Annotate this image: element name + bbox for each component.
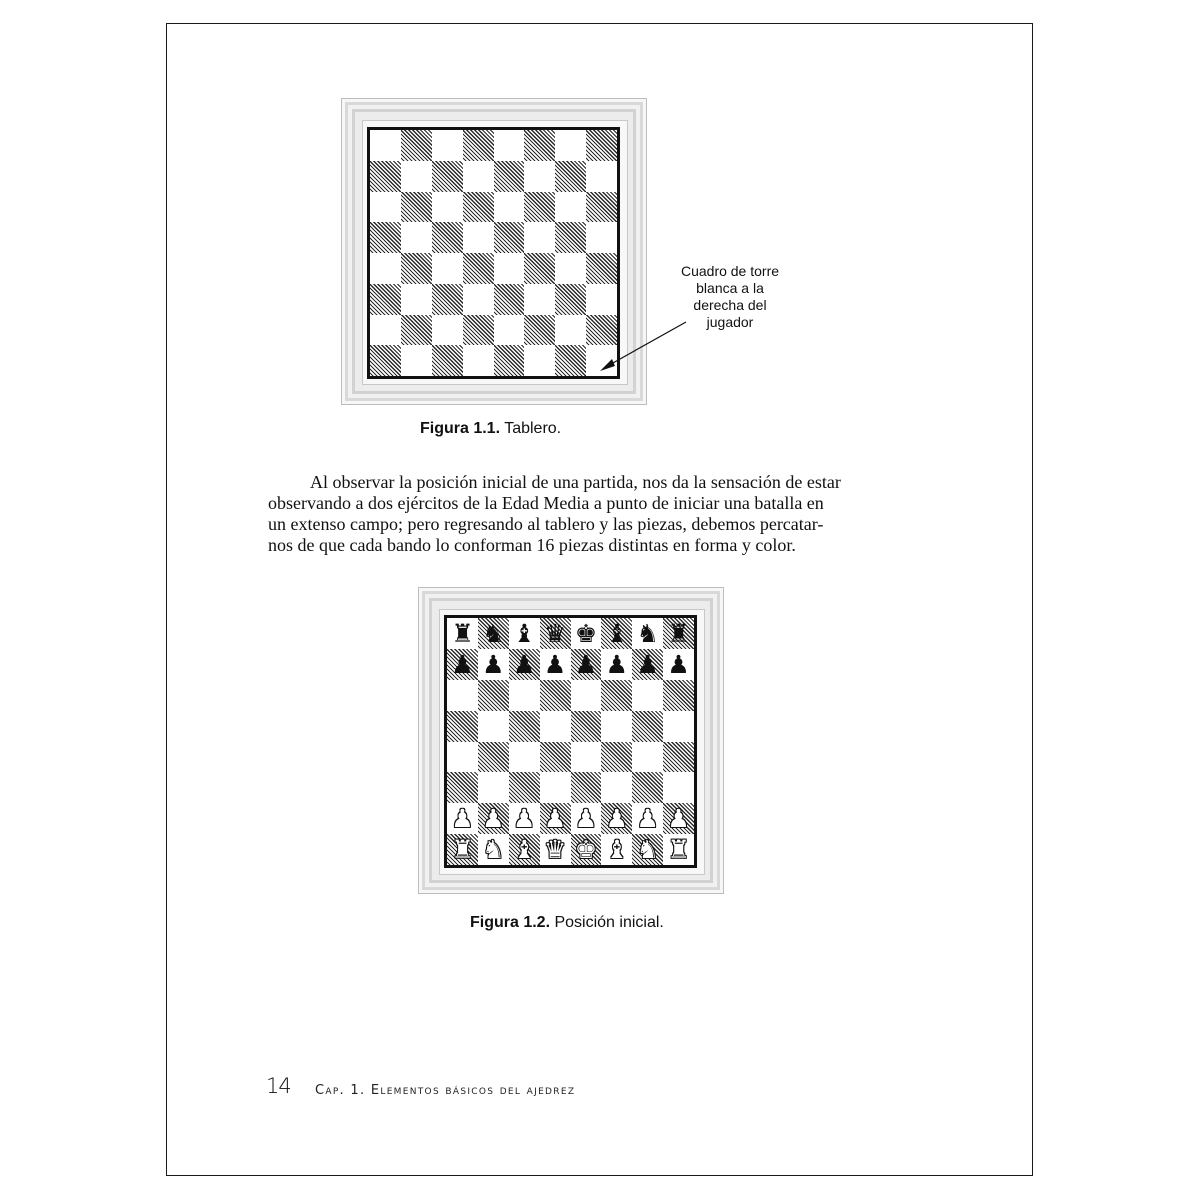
board-square <box>463 253 494 284</box>
callout-line: jugador <box>706 314 754 330</box>
board-square <box>509 618 540 649</box>
board-square <box>586 222 617 253</box>
board-square <box>432 192 463 223</box>
board-square <box>370 161 401 192</box>
board-square <box>571 772 602 803</box>
board-square <box>632 742 663 773</box>
board-square <box>494 161 525 192</box>
board-square <box>524 222 555 253</box>
board-square <box>478 618 509 649</box>
board-square <box>601 711 632 742</box>
board-square <box>632 618 663 649</box>
board-square <box>432 345 463 376</box>
board-square <box>463 315 494 346</box>
board-square <box>447 680 478 711</box>
figure-2-caption-label: Figura 1.2. <box>470 914 551 931</box>
board-square <box>463 345 494 376</box>
board-square <box>401 284 432 315</box>
white-bishop-icon: ♝ <box>605 835 629 865</box>
callout-line: Cuadro de torre <box>680 263 780 279</box>
board-square <box>401 345 432 376</box>
board-square <box>586 192 617 223</box>
black-rook-icon: ♜ <box>451 618 474 648</box>
white-pawn-icon: ♟ <box>667 804 690 834</box>
board-square <box>540 772 571 803</box>
paragraph-line: Al observar la posición inicial de una partida, nos da la sensación de estar <box>310 472 841 492</box>
black-bishop-icon: ♝ <box>512 618 536 648</box>
board-square <box>586 253 617 284</box>
black-knight-icon: ♞ <box>482 618 505 648</box>
figure-2-caption <box>470 914 664 932</box>
black-pawn-icon: ♟ <box>512 649 536 679</box>
board-square <box>601 772 632 803</box>
board-square <box>509 649 540 680</box>
board-square <box>663 803 694 834</box>
board-square <box>494 284 525 315</box>
board-square <box>601 803 632 834</box>
board-square <box>555 315 586 346</box>
black-pawn-icon: ♟ <box>543 649 567 679</box>
board-square <box>632 803 663 834</box>
board-square <box>509 803 540 834</box>
board-square <box>478 649 509 680</box>
white-pawn-icon: ♟ <box>451 804 474 834</box>
callout-arrow-icon <box>590 320 690 380</box>
board-square <box>447 618 478 649</box>
callout-line: derecha del <box>693 297 767 313</box>
board-square <box>401 130 432 161</box>
board-square <box>540 711 571 742</box>
board-square <box>555 130 586 161</box>
board-square <box>601 618 632 649</box>
board-square <box>494 222 525 253</box>
board-square <box>571 618 602 649</box>
board-square <box>463 161 494 192</box>
white-knight-icon: ♞ <box>482 835 505 865</box>
board-square <box>586 130 617 161</box>
white-pawn-icon: ♟ <box>543 804 567 834</box>
board-square <box>663 649 694 680</box>
black-pawn-icon: ♟ <box>451 649 474 679</box>
white-pawn-icon: ♟ <box>482 804 505 834</box>
callout-line: blanca a la <box>696 280 764 296</box>
board-square <box>601 649 632 680</box>
initial-position-chessboard <box>444 615 697 868</box>
board-square <box>601 680 632 711</box>
white-pawn-icon: ♟ <box>636 804 659 834</box>
board-square <box>463 284 494 315</box>
white-pawn-icon: ♟ <box>605 804 629 834</box>
board-square <box>601 834 632 865</box>
board-square <box>571 834 602 865</box>
paragraph-line: nos de que cada bando lo conforman 16 piezas distintas en forma y color. <box>268 535 796 555</box>
board-square <box>463 222 494 253</box>
board-square <box>509 711 540 742</box>
board-square <box>494 345 525 376</box>
board-square <box>663 618 694 649</box>
board-square <box>370 192 401 223</box>
board-square <box>509 772 540 803</box>
board-square <box>447 649 478 680</box>
board-square <box>401 192 432 223</box>
board-square <box>494 253 525 284</box>
figure-2-caption-text: Posición inicial. <box>550 914 664 931</box>
white-knight-icon: ♞ <box>636 835 659 865</box>
board-square <box>571 649 602 680</box>
board-square <box>370 284 401 315</box>
white-queen-icon: ♛ <box>543 835 567 865</box>
board-square <box>540 618 571 649</box>
board-square <box>370 315 401 346</box>
white-bishop-icon: ♝ <box>512 835 536 865</box>
empty-chessboard <box>367 127 620 379</box>
board-square <box>555 345 586 376</box>
board-square <box>463 192 494 223</box>
body-paragraph <box>268 472 880 556</box>
board-square <box>494 192 525 223</box>
board-square <box>632 680 663 711</box>
board-square <box>663 742 694 773</box>
white-pawn-icon: ♟ <box>574 804 598 834</box>
page-number: 14 <box>266 1074 291 1098</box>
board-square <box>540 742 571 773</box>
board-square <box>432 161 463 192</box>
board-square <box>632 834 663 865</box>
board-square <box>540 803 571 834</box>
board-square <box>601 742 632 773</box>
board-square <box>432 315 463 346</box>
board-square <box>447 772 478 803</box>
board-square <box>463 130 494 161</box>
board-square <box>432 253 463 284</box>
board-square <box>586 284 617 315</box>
board-square <box>370 222 401 253</box>
board-square <box>663 680 694 711</box>
board-square <box>401 161 432 192</box>
black-rook-icon: ♜ <box>667 618 690 648</box>
board-square <box>494 315 525 346</box>
board-square <box>555 161 586 192</box>
board-square <box>509 742 540 773</box>
board-square <box>524 130 555 161</box>
board-square <box>432 222 463 253</box>
board-square <box>432 130 463 161</box>
board-square <box>478 711 509 742</box>
board-square <box>571 742 602 773</box>
board-square <box>632 649 663 680</box>
board-square <box>524 284 555 315</box>
board-square <box>447 834 478 865</box>
paragraph-line: observando a dos ejércitos de la Edad Media a punto de iniciar una batalla en <box>268 493 824 513</box>
black-knight-icon: ♞ <box>636 618 659 648</box>
board-square <box>447 711 478 742</box>
board-square <box>555 284 586 315</box>
board-square <box>571 711 602 742</box>
board-square <box>370 130 401 161</box>
board-square <box>370 345 401 376</box>
board-square <box>524 192 555 223</box>
board-square <box>540 649 571 680</box>
board-square <box>509 834 540 865</box>
white-rook-icon: ♜ <box>451 835 474 865</box>
board-square <box>571 803 602 834</box>
board-square <box>632 772 663 803</box>
white-pawn-icon: ♟ <box>512 804 536 834</box>
board-square <box>524 161 555 192</box>
black-pawn-icon: ♟ <box>636 649 659 679</box>
board-square <box>432 284 463 315</box>
board-square <box>478 742 509 773</box>
board-square <box>447 742 478 773</box>
board-square <box>401 253 432 284</box>
board-square <box>555 222 586 253</box>
white-rook-icon: ♜ <box>667 835 690 865</box>
board-square <box>478 772 509 803</box>
board-square <box>586 161 617 192</box>
board-square <box>540 680 571 711</box>
figure-1-caption-text: Tablero. <box>500 420 562 437</box>
board-square <box>401 315 432 346</box>
board-square <box>401 222 432 253</box>
black-pawn-icon: ♟ <box>482 649 505 679</box>
black-pawn-icon: ♟ <box>574 649 598 679</box>
black-pawn-icon: ♟ <box>605 649 629 679</box>
board-square <box>555 192 586 223</box>
board-square <box>540 834 571 865</box>
black-queen-icon: ♛ <box>543 618 567 648</box>
board-square <box>663 711 694 742</box>
black-pawn-icon: ♟ <box>667 649 690 679</box>
board-square <box>447 803 478 834</box>
black-bishop-icon: ♝ <box>605 618 629 648</box>
chapter-title: Cap. 1. Elementos básicos del ajedrez <box>315 1083 576 1098</box>
board-square <box>478 803 509 834</box>
board-square <box>663 834 694 865</box>
board-square <box>524 253 555 284</box>
paragraph-line: un extenso campo; pero regresando al tablero y las piezas, debemos percatar- <box>268 514 824 534</box>
figure-1-caption <box>420 420 561 438</box>
board-square <box>632 711 663 742</box>
board-square <box>555 253 586 284</box>
figure-1-caption-label: Figura 1.1. <box>420 420 501 437</box>
board-square <box>478 680 509 711</box>
board-square <box>478 834 509 865</box>
black-king-icon: ♚ <box>574 618 598 648</box>
board-square <box>509 680 540 711</box>
board-square <box>524 345 555 376</box>
board-square <box>571 680 602 711</box>
board-square <box>524 315 555 346</box>
white-king-icon: ♚ <box>574 835 598 865</box>
board-square <box>663 772 694 803</box>
board-square <box>494 130 525 161</box>
board-square <box>370 253 401 284</box>
